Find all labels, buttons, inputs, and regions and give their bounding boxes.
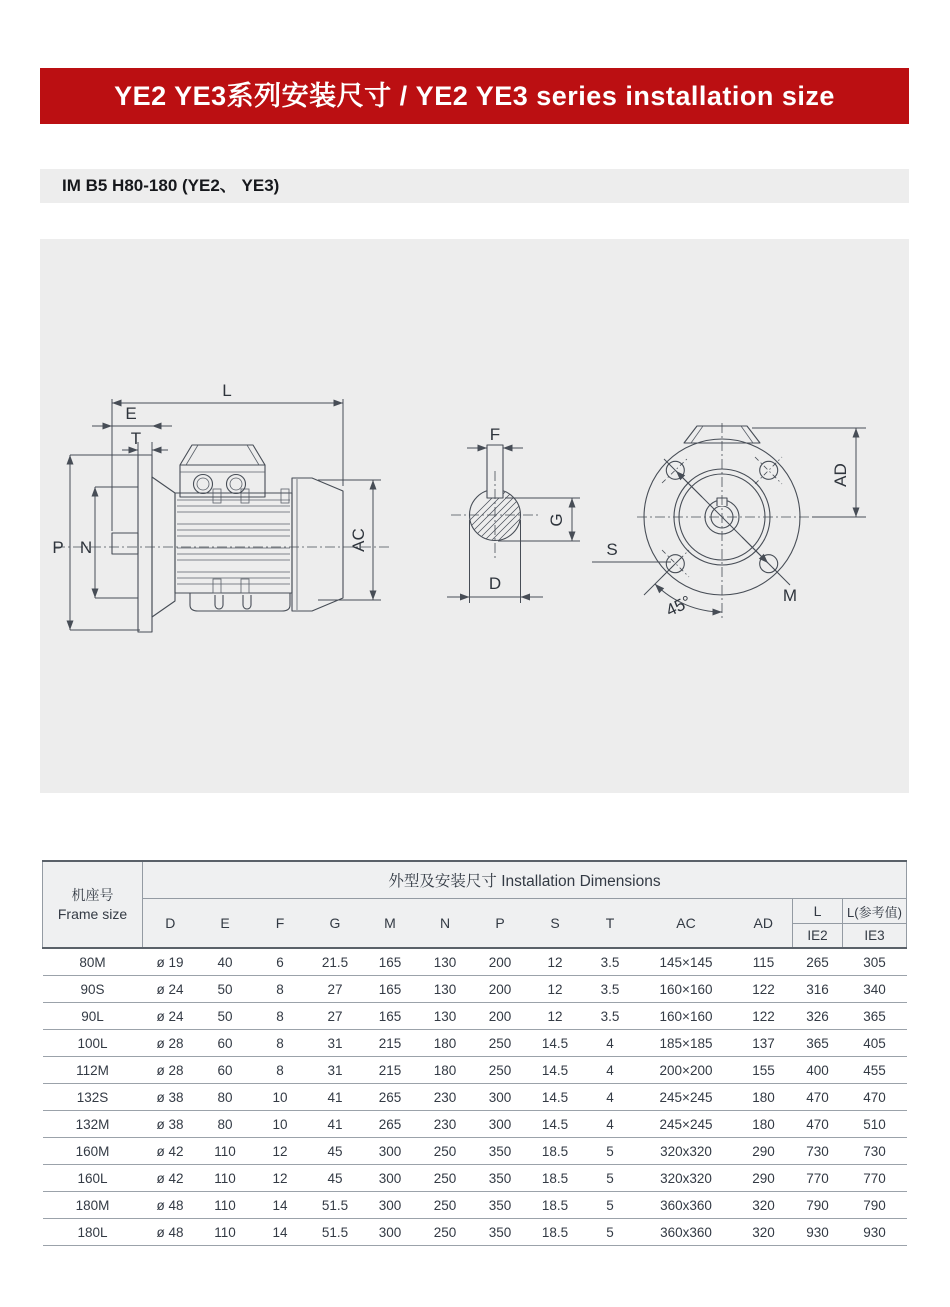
dimension-cell: 10 (253, 1111, 308, 1138)
table-header (43, 861, 907, 948)
dimension-cell: 305 (843, 948, 907, 976)
dimension-cell: 300 (363, 1165, 418, 1192)
dimension-cell: 3.5 (583, 948, 638, 976)
dimension-cell: 41 (308, 1084, 363, 1111)
frame-size-cell: 132S (43, 1084, 143, 1111)
frame-size-cell: 180M (43, 1192, 143, 1219)
dimension-table-body (43, 948, 907, 1246)
dimension-cell: ø 48 (143, 1219, 198, 1246)
dimension-cell: 290 (735, 1165, 793, 1192)
dimension-cell: 770 (843, 1165, 907, 1192)
dim-label-d: D (488, 574, 502, 593)
dimension-cell: 122 (735, 976, 793, 1003)
dimension-cell: 14.5 (528, 1084, 583, 1111)
frame-size-cell: 90L (43, 1003, 143, 1030)
dimension-cell: 350 (473, 1192, 528, 1219)
dimension-cell: 245×245 (638, 1084, 735, 1111)
dimension-cell: 5 (583, 1138, 638, 1165)
dimension-cell: 60 (198, 1057, 253, 1084)
frame-size-cell: 112M (43, 1057, 143, 1084)
dim-label-p: P (52, 538, 64, 557)
mounting-type-label: IM B5 H80-180 (YE2、 YE3) (62, 176, 280, 195)
dimension-cell: 8 (253, 1057, 308, 1084)
dimension-cell: 12 (253, 1138, 308, 1165)
col-header-g: G (308, 899, 363, 949)
dimension-cell: 80 (198, 1111, 253, 1138)
dimension-cell: 790 (843, 1192, 907, 1219)
dimension-cell: 45 (308, 1165, 363, 1192)
dimension-cell: 40 (198, 948, 253, 976)
dimension-cell: 365 (843, 1003, 907, 1030)
table-row (43, 1057, 907, 1084)
dimension-cell: 145×145 (638, 948, 735, 976)
dimension-cell: 510 (843, 1111, 907, 1138)
dimension-cell: 350 (473, 1165, 528, 1192)
page-title-banner (40, 68, 909, 124)
col-header-e: E (198, 899, 253, 949)
dim-label-ad: AD (831, 463, 850, 487)
dimension-cell: 200 (473, 948, 528, 976)
dimension-cell: 3.5 (583, 1003, 638, 1030)
table-row (43, 1111, 907, 1138)
dimension-cell: 365 (793, 1030, 843, 1057)
dimension-cell: 18.5 (528, 1219, 583, 1246)
dimension-cell: 50 (198, 1003, 253, 1030)
group-header: 外型及安装尺寸 Installation Dimensions (143, 861, 907, 899)
dimension-cell: 14.5 (528, 1057, 583, 1084)
dimension-cell: 27 (308, 1003, 363, 1030)
dimension-cell: 200 (473, 976, 528, 1003)
dimension-cell: 320 (735, 1219, 793, 1246)
dimension-cell: 250 (418, 1192, 473, 1219)
dimension-cell: 137 (735, 1030, 793, 1057)
dimension-cell: 4 (583, 1057, 638, 1084)
frame-size-header-zh: 机座号 (71, 887, 114, 904)
dimension-cell: 45 (308, 1138, 363, 1165)
frame-size-cell: 160M (43, 1138, 143, 1165)
dimension-cell: 160×160 (638, 1003, 735, 1030)
dimension-cell: 8 (253, 1003, 308, 1030)
dimension-cell: ø 38 (143, 1111, 198, 1138)
dimension-cell: 180 (735, 1111, 793, 1138)
dimension-cell: 110 (198, 1165, 253, 1192)
installation-drawing (40, 239, 909, 793)
dimension-cell: 300 (363, 1219, 418, 1246)
dimension-cell: 115 (735, 948, 793, 976)
dimension-cell: 50 (198, 976, 253, 1003)
table-row (43, 948, 907, 976)
dimension-cell: 326 (793, 1003, 843, 1030)
dimension-cell: 5 (583, 1165, 638, 1192)
dim-label-s: S (606, 540, 618, 559)
dimension-cell: 250 (418, 1219, 473, 1246)
col-header-m: M (363, 899, 418, 949)
col-header-ac: AC (638, 899, 735, 949)
dimension-cell: 320 (735, 1192, 793, 1219)
dimension-cell: 300 (473, 1111, 528, 1138)
dimension-cell: 31 (308, 1057, 363, 1084)
col-header-s: S (528, 899, 583, 949)
dimension-cell: ø 24 (143, 1003, 198, 1030)
dimension-cell: 155 (735, 1057, 793, 1084)
dimension-cell: 200 (473, 1003, 528, 1030)
dimension-cell: 405 (843, 1030, 907, 1057)
dimension-cell: 4 (583, 1111, 638, 1138)
dimension-cell: 215 (363, 1057, 418, 1084)
dimension-cell: 230 (418, 1084, 473, 1111)
dimension-cell: 245×245 (638, 1111, 735, 1138)
dim-label-g: G (547, 513, 566, 527)
col-header-n: N (418, 899, 473, 949)
dimension-cell: 14 (253, 1219, 308, 1246)
col-header-l-ref: L(参考值) (843, 899, 907, 924)
dimension-cell: 350 (473, 1219, 528, 1246)
installation-dimensions-table (42, 860, 907, 1246)
dimension-cell: 165 (363, 948, 418, 976)
side-view (52, 381, 392, 632)
table-header-group-row (43, 861, 907, 899)
col-header-ad: AD (735, 899, 793, 949)
dimension-cell: 320x320 (638, 1138, 735, 1165)
dimension-cell: 10 (253, 1084, 308, 1111)
dimension-cell: 14.5 (528, 1111, 583, 1138)
dimension-cell: 18.5 (528, 1138, 583, 1165)
dimension-cell: 300 (363, 1138, 418, 1165)
dimension-cell: 80 (198, 1084, 253, 1111)
dimension-cell: 930 (793, 1219, 843, 1246)
col-header-f: F (253, 899, 308, 949)
col-subheader-ie3: IE3 (843, 924, 907, 949)
col-header-d: D (143, 899, 198, 949)
dim-label-e: E (125, 404, 137, 423)
dim-label-f: F (489, 425, 501, 444)
table-row (43, 976, 907, 1003)
dimension-cell: 265 (793, 948, 843, 976)
dimension-cell: 130 (418, 948, 473, 976)
frame-size-cell: 80M (43, 948, 143, 976)
dimension-cell: 110 (198, 1138, 253, 1165)
dimension-cell: 180 (418, 1057, 473, 1084)
col-header-p: P (473, 899, 528, 949)
frame-size-header (43, 861, 143, 948)
dimension-cell: 3.5 (583, 976, 638, 1003)
table-row (43, 1192, 907, 1219)
table-row (43, 1219, 907, 1246)
dimension-cell: 122 (735, 1003, 793, 1030)
dimension-cell: 60 (198, 1030, 253, 1057)
dimension-cell: 455 (843, 1057, 907, 1084)
dimension-cell: 770 (793, 1165, 843, 1192)
dimension-cell: 180 (418, 1030, 473, 1057)
frame-size-cell: 160L (43, 1165, 143, 1192)
dimension-cell: 110 (198, 1219, 253, 1246)
dimension-cell: 130 (418, 1003, 473, 1030)
dimension-cell: 27 (308, 976, 363, 1003)
dimension-cell: 51.5 (308, 1192, 363, 1219)
dimension-cell: ø 28 (143, 1057, 198, 1084)
dimension-cell: 930 (843, 1219, 907, 1246)
dimension-cell: ø 42 (143, 1138, 198, 1165)
dimension-cell: 730 (843, 1138, 907, 1165)
dim-label-t: T (130, 429, 142, 448)
dimension-cell: 250 (418, 1138, 473, 1165)
dimension-cell: 130 (418, 976, 473, 1003)
dimension-cell: 730 (793, 1138, 843, 1165)
flange-front-view (592, 423, 866, 620)
dimension-cell: 360x360 (638, 1192, 735, 1219)
dimension-cell: ø 24 (143, 976, 198, 1003)
dimension-cell: 12 (253, 1165, 308, 1192)
col-header-t: T (583, 899, 638, 949)
dimension-cell: 316 (793, 976, 843, 1003)
dimension-cell: 470 (793, 1084, 843, 1111)
dim-label-m: M (782, 586, 798, 605)
dimension-cell: 215 (363, 1030, 418, 1057)
dimension-cell: 6 (253, 948, 308, 976)
dimension-cell: 12 (528, 1003, 583, 1030)
shaft-section-view (438, 425, 580, 603)
dim-label-45deg: 45° (662, 591, 695, 621)
dimension-cell: 31 (308, 1030, 363, 1057)
col-subheader-ie2: IE2 (793, 924, 843, 949)
dimension-cell: ø 38 (143, 1084, 198, 1111)
dimension-cell: 290 (735, 1138, 793, 1165)
dim-label-l: L (222, 381, 232, 400)
frame-size-cell: 90S (43, 976, 143, 1003)
table-row (43, 1084, 907, 1111)
table-row (43, 1003, 907, 1030)
dimension-cell: 110 (198, 1192, 253, 1219)
dimension-cell: 250 (473, 1057, 528, 1084)
dimension-cell: 230 (418, 1111, 473, 1138)
dimension-cell: 265 (363, 1084, 418, 1111)
dimension-cell: 4 (583, 1030, 638, 1057)
dimension-cell: 790 (793, 1192, 843, 1219)
mounting-type-subtitle (40, 169, 909, 203)
dimension-cell: 14 (253, 1192, 308, 1219)
dimension-cell: 350 (473, 1138, 528, 1165)
dimension-cell: ø 42 (143, 1165, 198, 1192)
dim-label-n: N (79, 538, 93, 557)
dimension-cell: 185×185 (638, 1030, 735, 1057)
dimension-cell: 41 (308, 1111, 363, 1138)
table-row (43, 1030, 907, 1057)
dimension-cell: 360x360 (638, 1219, 735, 1246)
dimension-cell: 165 (363, 976, 418, 1003)
dimension-cell: 165 (363, 1003, 418, 1030)
dimension-cell: 160×160 (638, 976, 735, 1003)
dimension-cell: 250 (473, 1030, 528, 1057)
frame-size-header-en: Frame size (57, 905, 128, 922)
dimension-cell: 265 (363, 1111, 418, 1138)
dimension-cell: 250 (418, 1165, 473, 1192)
dimension-cell: 5 (583, 1192, 638, 1219)
dimension-cell: 14.5 (528, 1030, 583, 1057)
frame-size-cell: 100L (43, 1030, 143, 1057)
dimension-cell: ø 19 (143, 948, 198, 976)
dimension-cell: 340 (843, 976, 907, 1003)
table-row (43, 1165, 907, 1192)
dimension-cell: 5 (583, 1219, 638, 1246)
installation-drawing-panel (40, 239, 909, 793)
dimension-cell: 300 (473, 1084, 528, 1111)
dimension-cell: 400 (793, 1057, 843, 1084)
dimension-cell: 51.5 (308, 1219, 363, 1246)
dimension-cell: 8 (253, 1030, 308, 1057)
table-row (43, 1138, 907, 1165)
table-header-cols-row (43, 899, 907, 924)
frame-size-cell: 132M (43, 1111, 143, 1138)
dimension-cell: 18.5 (528, 1165, 583, 1192)
dimension-cell: 470 (793, 1111, 843, 1138)
dimension-cell: 12 (528, 976, 583, 1003)
dimension-cell: 4 (583, 1084, 638, 1111)
frame-size-cell: 180L (43, 1219, 143, 1246)
dimension-cell: 180 (735, 1084, 793, 1111)
dim-label-ac: AC (349, 528, 368, 552)
dimension-cell: 18.5 (528, 1192, 583, 1219)
dimension-cell: 21.5 (308, 948, 363, 976)
dimension-cell: ø 28 (143, 1030, 198, 1057)
dimension-cell: 200×200 (638, 1057, 735, 1084)
page-title: YE2 YE3系列安装尺寸 / YE2 YE3 series installation size (114, 81, 835, 111)
col-header-l: L (793, 899, 843, 924)
dimension-cell: 470 (843, 1084, 907, 1111)
dimension-cell: 300 (363, 1192, 418, 1219)
dimension-cell: ø 48 (143, 1192, 198, 1219)
dimension-cell: 320x320 (638, 1165, 735, 1192)
dimension-cell: 12 (528, 948, 583, 976)
dimension-cell: 8 (253, 976, 308, 1003)
